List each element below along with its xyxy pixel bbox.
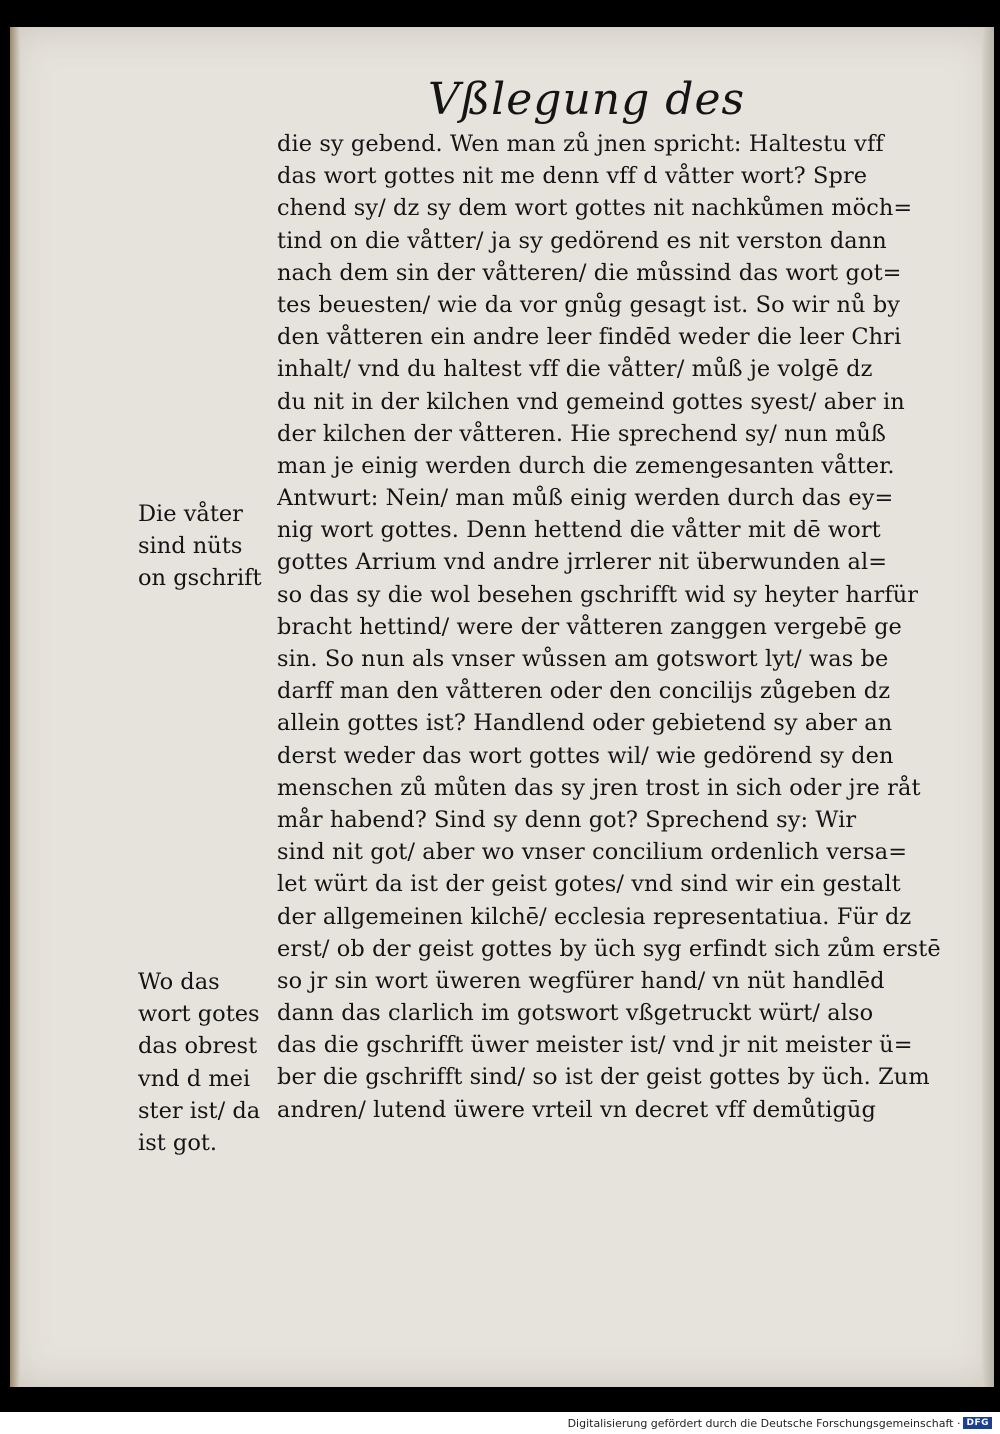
text-line: inhalt/ vnd du haltest vff die våtter/ můß je volgē dz <box>277 356 873 383</box>
text-line: der allgemeinen kilchē/ ecclesia representatiua. Für dz <box>277 903 912 930</box>
text-line: allein gottes ist? Handlend oder gebietend sy aber an <box>277 710 893 737</box>
margin-note-line: das obrest <box>138 1033 258 1060</box>
margin-note-line: vnd d mei <box>138 1065 251 1092</box>
footer-text: Digitalisierung gefördert durch die Deutsche Forschungsgemeinschaft · <box>567 1416 961 1430</box>
text-line: die sy gebend. Wen man zů jnen spricht: Haltestu vff <box>277 131 884 157</box>
text-line: so das sy die wol besehen gschrifft wid sy heyter harfür <box>277 581 919 608</box>
text-line: mår habend? Sind sy denn got? Sprechend sy: Wir <box>277 806 857 833</box>
text-line: nach dem sin der våtteren/ die můssind das wort got= <box>277 259 902 286</box>
text-line: derst weder das wort gottes wil/ wie gedörend sy den <box>277 742 894 769</box>
page-gutter <box>10 27 20 1387</box>
text-line: man je einig werden durch die zemengesanten våtter. <box>277 452 895 479</box>
running-title: Vßlegung des <box>428 74 746 125</box>
text-line: gottes Arrium vnd andre jrrlerer nit überwunden al= <box>277 549 888 576</box>
text-line: nig wort gottes. Denn hettend die våtter mit dē wort <box>277 517 881 544</box>
text-line: das wort gottes nit me denn vff d våtter wort? Spre <box>277 163 868 190</box>
text-line: tes beuesten/ wie da vor gnůg gesagt ist. So wir nů by <box>277 291 901 318</box>
margin-note <box>138 966 260 1159</box>
dfg-logo: DFG <box>963 1417 992 1429</box>
text-line: du nit in der kilchen vnd gemeind gottes syest/ aber in <box>277 388 905 415</box>
text-line: andren/ lutend üwere vrteil vn decret vff demůtigūg <box>277 1096 876 1123</box>
text-line: let würt da ist der geist gotes/ vnd sind wir ein gestalt <box>277 871 901 898</box>
margin-note-line: on gschrift <box>138 565 262 592</box>
text-line: chend sy/ dz sy dem wort gottes nit nachkůmen möch= <box>277 195 913 222</box>
text-line: menschen zů můten das sy jren trost in sich oder jre råt <box>277 774 921 801</box>
margin-note-line: Die våter <box>138 501 243 527</box>
margin-note-line: ist got. <box>138 1129 218 1156</box>
margin-note-line: Wo das <box>138 969 220 995</box>
text-line: tind on die våtter/ ja sy gedörend es nit verston dann <box>277 227 887 254</box>
text-line: darff man den våtteren oder den concilijs zůgeben dz <box>277 678 891 705</box>
page-edge <box>982 27 994 1387</box>
text-line: den våtteren ein andre leer findēd weder die leer Chri <box>277 324 902 351</box>
text-line: das die gschrifft üwer meister ist/ vnd jr nit meister ü= <box>277 1032 913 1059</box>
text-line: bracht hettind/ were der våtteren zanggen vergebē ge <box>277 613 902 640</box>
text-line: erst/ ob der geist gottes by üch syg erfindt sich zům erstē <box>277 935 941 962</box>
margin-note <box>138 498 262 595</box>
margin-note-line: sind nüts <box>138 533 243 560</box>
margin-note-line: wort gotes <box>138 1001 260 1028</box>
text-line: der kilchen der våtteren. Hie sprechend sy/ nun můß <box>277 420 886 447</box>
text-line: ber die gschrifft sind/ so ist der geist gottes by üch. Zum <box>277 1064 930 1091</box>
margin-note-line: ster ist/ da <box>138 1097 261 1124</box>
text-line: sin. So nun als vnser wůssen am gotswort lyt/ was be <box>277 646 889 672</box>
text-line: so jr sin wort üweren wegfürer hand/ vn nüt handlēd <box>277 967 885 994</box>
main-text-block <box>277 128 947 1126</box>
footer-credit <box>568 1414 992 1432</box>
text-line: Antwurt: Nein/ man můß einig werden durch das ey= <box>277 485 894 512</box>
text-line: dann das clarlich im gotswort vßgetruckt würt/ also <box>277 1000 874 1027</box>
text-line: sind nit got/ aber wo vnser concilium ordenlich versa= <box>277 839 908 866</box>
